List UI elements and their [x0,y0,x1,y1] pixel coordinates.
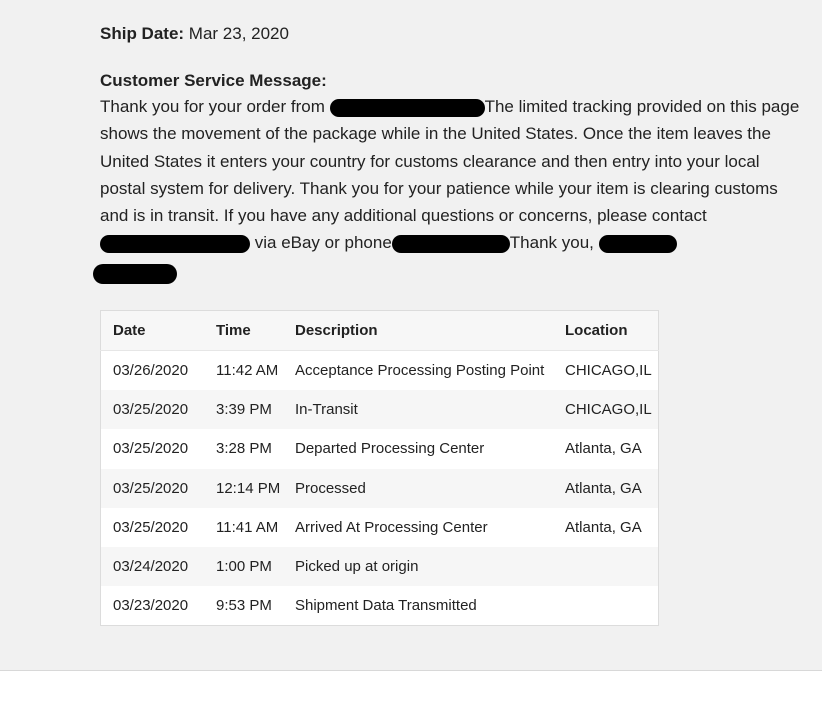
table-row [101,390,659,429]
tracking-table [100,310,659,626]
tracking-content [100,22,800,257]
redaction-mark [599,235,677,253]
ship-date-label: Ship Date: [100,24,185,43]
customer-service-title: Customer Service Message: [100,71,327,90]
table-row [101,547,659,586]
cell-date: 03/23/2020 [101,586,205,626]
cell-description: Departed Processing Center [283,429,553,468]
cell-date: 03/26/2020 [101,351,205,391]
cell-location: Atlanta, GA [553,469,659,508]
message-part-3: via eBay or phone [254,233,392,253]
cell-date: 03/25/2020 [101,390,205,429]
cell-time: 3:28 PM [204,429,283,468]
cell-time: 12:14 PM [204,469,283,508]
redaction-mark [330,99,485,117]
cell-date: 03/24/2020 [101,547,205,586]
cell-time: 11:41 AM [204,508,283,547]
table-row [101,351,659,391]
cell-description: Processed [283,469,553,508]
cell-description: Acceptance Processing Posting Point [283,351,553,391]
column-header-time: Time [204,311,283,351]
redaction-mark [93,264,177,284]
column-header-date: Date [101,311,205,351]
cell-date: 03/25/2020 [101,429,205,468]
cell-location: CHICAGO,IL [553,390,659,429]
message-part-2: The limited tracking provided on this page shows the movement of the package while in the United States. Once the item leaves the United States it enters your country for customs clearance and then entry into your local postal system for delivery. Thank you for your patience while your item is clearing customs and is in transit. If you have any additional questions or concerns, please contact [100,97,800,226]
cell-time: 3:39 PM [204,390,283,429]
cell-location [553,586,659,626]
cell-time: 1:00 PM [204,547,283,586]
message-part-1: Thank you for your order from [100,97,330,116]
cell-location: CHICAGO,IL [553,351,659,391]
cell-location: Atlanta, GA [553,429,659,468]
customer-service-message [100,93,800,257]
cell-date: 03/25/2020 [101,469,205,508]
redaction-mark [100,235,250,253]
cell-description: Arrived At Processing Center [283,508,553,547]
cell-date: 03/25/2020 [101,508,205,547]
table-row [101,429,659,468]
table-row [101,586,659,626]
table-header-row [101,311,659,351]
cell-description: Shipment Data Transmitted [283,586,553,626]
message-part-4: Thank you, [509,233,594,253]
cell-location [553,547,659,586]
cell-description: In-Transit [283,390,553,429]
cell-time: 9:53 PM [204,586,283,626]
redaction-mark [392,235,510,253]
table-row [101,469,659,508]
column-header-description: Description [283,311,553,351]
ship-date-value: Mar 23, 2020 [188,24,289,43]
ship-date-line [100,22,800,46]
table-row [101,508,659,547]
cell-description: Picked up at origin [283,547,553,586]
cell-time: 11:42 AM [204,351,283,391]
column-header-location: Location [553,311,659,351]
cell-location: Atlanta, GA [553,508,659,547]
